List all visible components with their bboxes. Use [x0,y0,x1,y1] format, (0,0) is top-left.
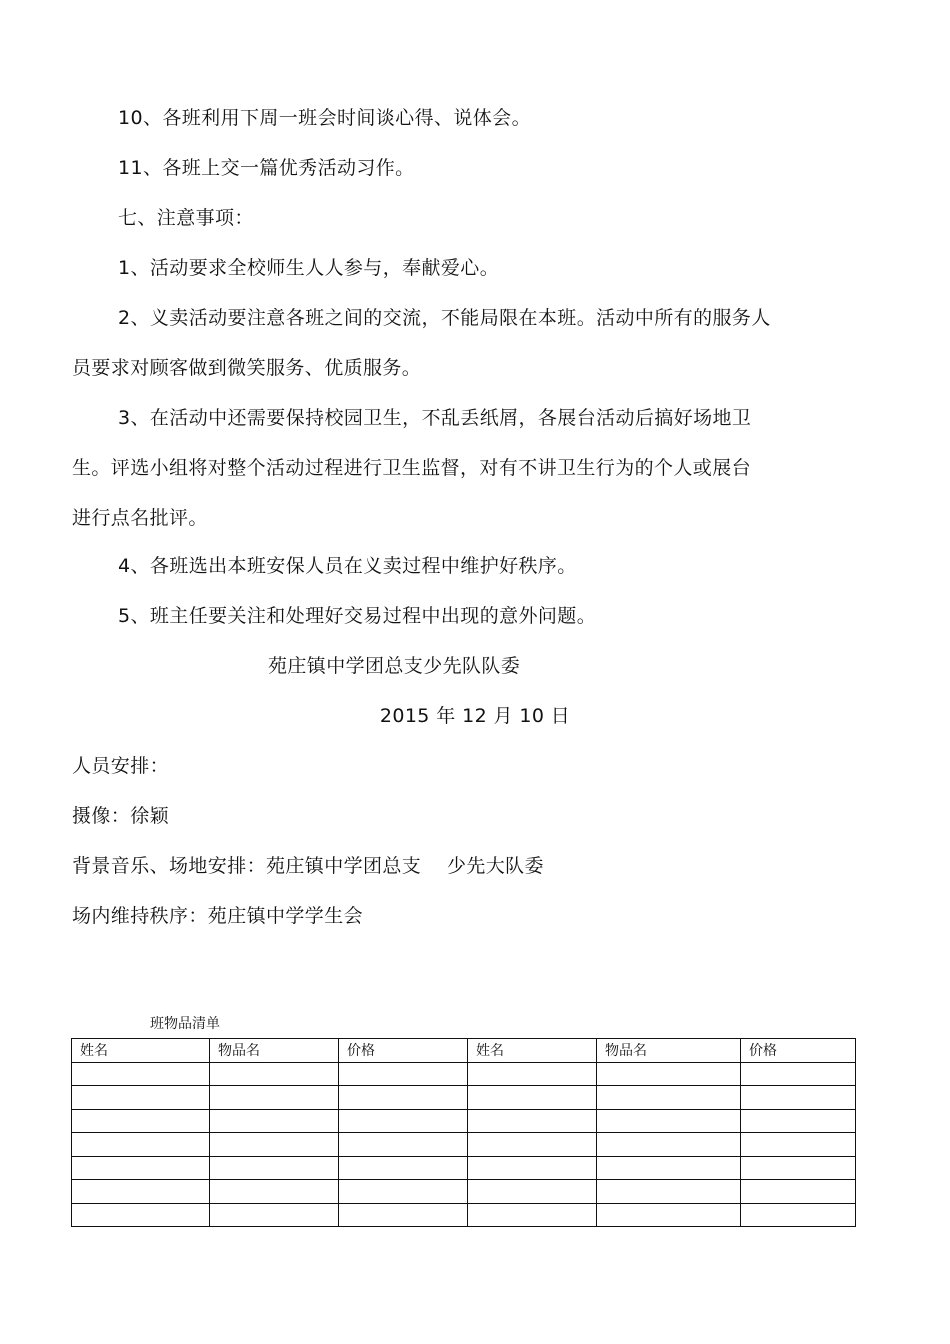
table-row [72,1180,856,1204]
table-cell [72,1133,210,1157]
table-cell [72,1109,210,1133]
note-item-2-line-2: 员要求对顾客做到微笑服务、优质服务。 [72,357,422,379]
table-cell [72,1156,210,1180]
table-cell [210,1203,339,1227]
table-cell [741,1086,856,1110]
paragraph-item-11: 11、各班上交一篇优秀活动习作。 [118,157,415,179]
table-cell [597,1180,741,1204]
note-item-3-line-2: 生。评选小组将对整个活动过程进行卫生监督，对有不讲卫生行为的个人或展台 [72,457,752,479]
table-cell [597,1133,741,1157]
table-cell [72,1062,210,1086]
table-caption: 班物品清单 [150,1016,220,1032]
table-cell [741,1109,856,1133]
table-cell [741,1156,856,1180]
signature-organization: 苑庄镇中学团总支少先队队委 [268,655,521,677]
table-cell [468,1062,597,1086]
header-cell-price: 价格 [741,1039,856,1063]
table-cell [339,1086,468,1110]
table-cell [741,1133,856,1157]
staff-camera: 摄像：徐颖 [72,805,170,827]
table-cell [72,1086,210,1110]
table-cell [210,1109,339,1133]
section-heading-notes: 七、注意事项： [118,207,254,229]
table-cell [468,1109,597,1133]
table-cell [210,1156,339,1180]
note-item-3-line-1: 3、在活动中还需要保持校园卫生，不乱丢纸屑，各展台活动后搞好场地卫 [118,407,752,429]
table-cell [72,1203,210,1227]
table-row [72,1156,856,1180]
table-cell [339,1062,468,1086]
table-cell [468,1133,597,1157]
staff-order: 场内维持秩序：苑庄镇中学学生会 [72,905,364,927]
paragraph-item-10: 10、各班利用下周一班会时间谈心得、说体会。 [118,107,531,129]
table-cell [339,1133,468,1157]
table-row [72,1086,856,1110]
note-item-3-line-3: 进行点名批评。 [72,507,208,529]
note-item-5: 5、班主任要关注和处理好交易过程中出现的意外问题。 [118,605,597,627]
staff-heading: 人员安排： [72,755,170,777]
header-cell-item: 物品名 [210,1039,339,1063]
table-cell [339,1109,468,1133]
table-cell [468,1086,597,1110]
table-row [72,1203,856,1227]
table-row [72,1109,856,1133]
table-cell [597,1109,741,1133]
table-cell [468,1203,597,1227]
table-cell [597,1156,741,1180]
table-cell [210,1133,339,1157]
table-header-row [72,1039,856,1063]
table-cell [597,1086,741,1110]
table-cell [597,1062,741,1086]
note-item-1: 1、活动要求全校师生人人参与，奉献爱心。 [118,257,500,279]
table-cell [741,1062,856,1086]
table-cell [597,1203,741,1227]
table-cell [468,1180,597,1204]
table-cell [210,1062,339,1086]
header-cell-name: 姓名 [72,1039,210,1063]
table-cell [210,1180,339,1204]
item-list-table [71,1038,856,1227]
table-cell [741,1203,856,1227]
table-cell [339,1203,468,1227]
header-cell-item: 物品名 [597,1039,741,1063]
table-cell [72,1180,210,1204]
signature-date: 2015 年 12 月 10 日 [379,705,571,727]
table-cell [741,1180,856,1204]
table-row [72,1062,856,1086]
staff-music-venue: 背景音乐、场地安排：苑庄镇中学团总支 少先大队委 [72,855,544,877]
table-cell [468,1156,597,1180]
table-cell [210,1086,339,1110]
note-item-2-line-1: 2、义卖活动要注意各班之间的交流，不能局限在本班。活动中所有的服务人 [118,307,771,329]
table-cell [339,1156,468,1180]
header-cell-price: 价格 [339,1039,468,1063]
note-item-4: 4、各班选出本班安保人员在义卖过程中维护好秩序。 [118,555,577,577]
table-body [72,1062,856,1227]
header-cell-name: 姓名 [468,1039,597,1063]
table-cell [339,1180,468,1204]
table-row [72,1133,856,1157]
